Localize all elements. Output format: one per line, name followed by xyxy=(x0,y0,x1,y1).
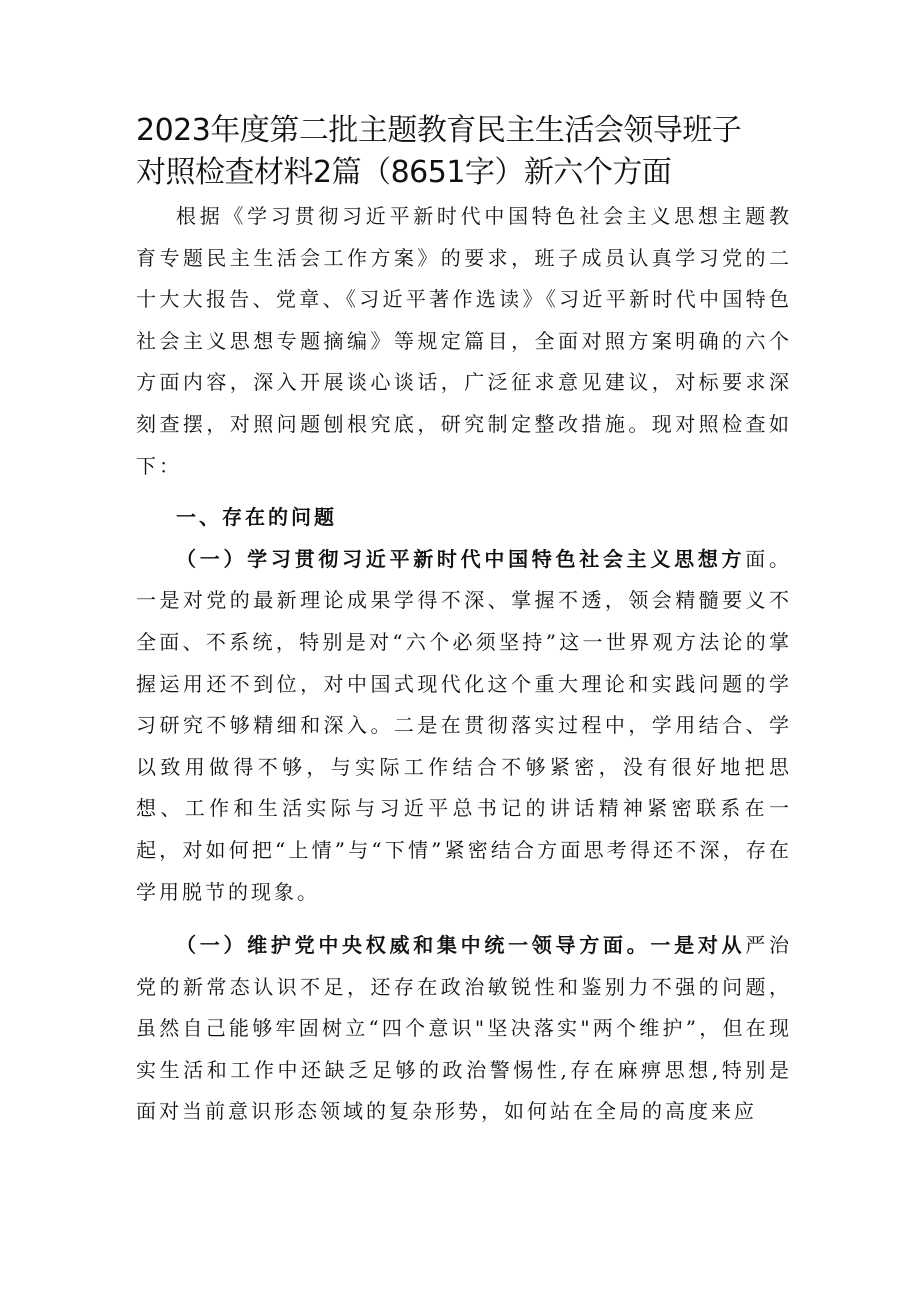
item-2-body: 严治党的新常态认识不足，还存在政治敏锐性和鉴别力不强的问题，虽然自己能够牢固树立“四个意识"坚决落实"两个维护”，但在现实生活和工作中还缺乏足够的政治警惕性,存在麻痹思想,特别是面对当前意识形态领域的复杂形势，如何站在全局的高度来应 xyxy=(136,933,793,1124)
item-1-body: 面。一是对党的最新理论成果学得不深、掌握不透，领会精髓要义不全面、不系统，特别是对“六个必须坚持”这一世界观方法论的掌握运用还不到位，对中国式现代化这个重大理论和实践问题的学习研究不够精细和深入。二是在贯彻落实过程中，学用结合、学以致用做得不够，与实际工作结合不够紧密，没有很好地把思想、工作和生活实际与习近平总书记的讲话精神紧密联系在一起，对如何把“上情”与“下情”紧密结合方面思考得还不深，存在学用脱节的现象。 xyxy=(136,546,793,904)
document-title xyxy=(136,110,792,194)
intro-paragraph: 根据《学习贯彻习近平新时代中国特色社会主义思想主题教育专题民主生活会工作方案》的要求，班子成员认真学习党的二十大大报告、党章、《习近平著作选读》《习近平新时代中国特色社会主义思想专题摘编》等规定篇目，全面对照方案明确的六个方面内容，深入开展谈心谈话，广泛征求意见建议，对标要求深刻查摆，对照问题刨根究底，研究制定整改措施。现对照检查如下： xyxy=(136,204,792,478)
title-line-2: 对照检查材料2篇（8651字）新六个方面 xyxy=(136,155,672,190)
item-1-paragraph xyxy=(136,539,792,913)
item-1-heading: （一）学习贯彻习近平新时代中国特色社会主义思想方 xyxy=(176,546,746,571)
section-heading-problems: 一、存在的问题 xyxy=(176,505,337,530)
item-2-paragraph xyxy=(136,925,792,1133)
title-line-1: 2023年度第二批主题教育民主生活会领导班子 xyxy=(136,113,742,148)
item-2-heading: （一）维护党中央权威和集中统一领导方面。一是对从 xyxy=(176,933,746,958)
